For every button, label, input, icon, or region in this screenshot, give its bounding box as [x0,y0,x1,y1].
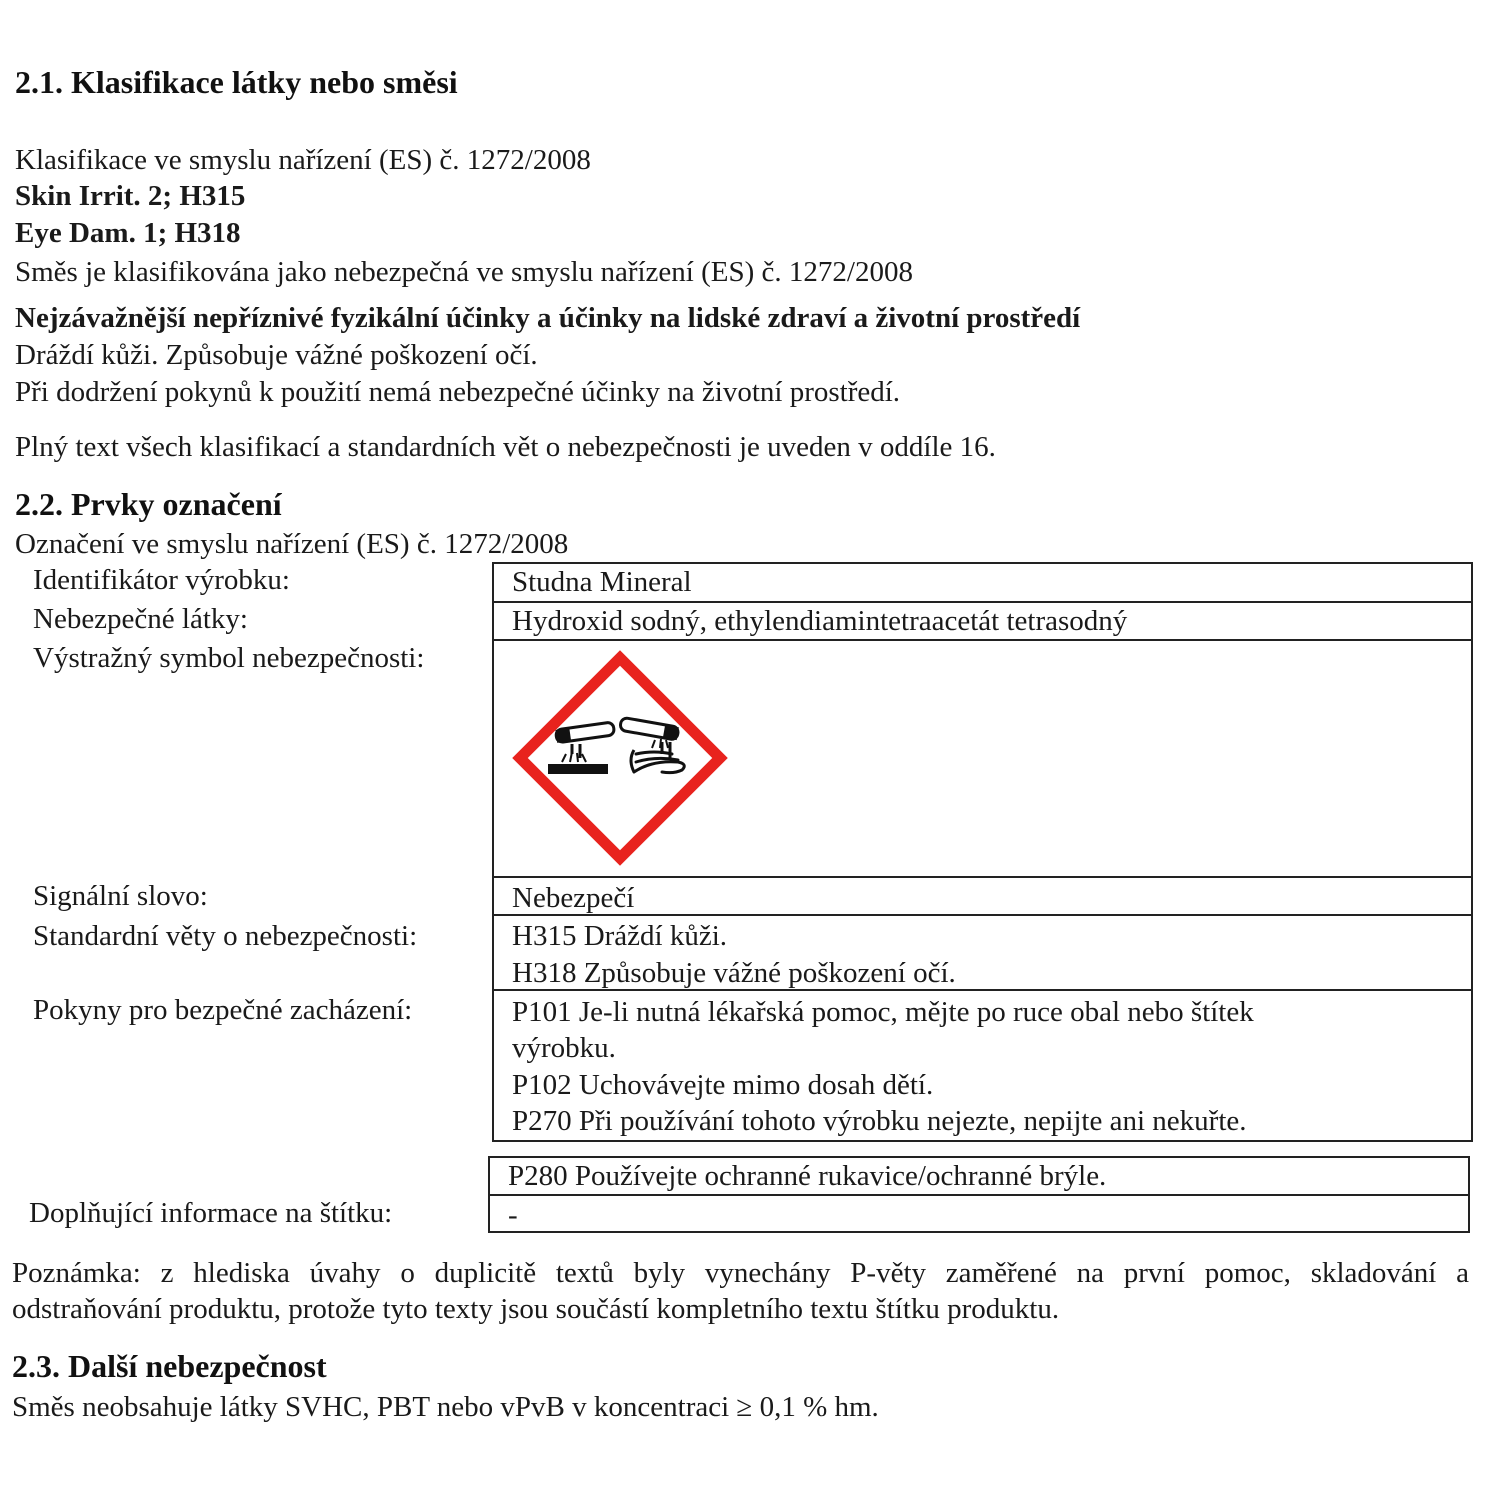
precaution-p102: P102 Uchovávejte mimo dosah dětí. [512,1069,934,1101]
corrosion-pictogram-icon [512,650,728,866]
classification-eye: Eye Dam. 1; H318 [15,217,241,249]
product-identifier-label: Identifikátor výrobku: [33,564,290,596]
row-divider [494,914,1471,916]
note-line-2: odstraňování produktu, protože tyto texty jsou součástí kompletního textu štítku produktu. [12,1293,1060,1325]
row-divider [494,876,1471,878]
svhc-statement: Směs neobsahuje látky SVHC, PBT nebo vPvB v koncentraci ≥ 0,1 % hm. [12,1391,879,1423]
hazardous-substances-value: Hydroxid sodný, ethylendiamintetraacetát tetrasodný [512,605,1128,637]
hazard-statements-label: Standardní věty o nebezpečnosti: [33,920,418,952]
classification-regulation-text: Klasifikace ve smyslu nařízení (ES) č. 1272/2008 [15,144,591,176]
labelling-subtitle: Označení ve smyslu nařízení (ES) č. 1272/2008 [15,528,569,560]
section-2-1-heading: 2.1. Klasifikace látky nebo směsi [15,64,458,100]
effects-health: Dráždí kůži. Způsobuje vážné poškození očí. [15,339,538,371]
hazard-symbol-label: Výstražný symbol nebezpečnosti: [33,642,425,674]
row-divider [490,1194,1468,1196]
supplementary-info-value: - [508,1199,518,1231]
precaution-p101: P101 Je-li nutná lékařská pomoc, mějte po ruce obal nebo štítek [512,996,1254,1028]
effects-heading: Nejzávažnější nepříznivé fyzikální účinky a účinky na lidské zdraví a životní prostředí [15,302,1081,334]
hazard-statement-h318: H318 Způsobuje vážné poškození očí. [512,957,956,989]
row-divider [494,639,1471,641]
precaution-p101-cont: výrobku. [512,1032,616,1064]
signal-word-value: Nebezpečí [512,882,635,914]
section-2-2-heading: 2.2. Prvky označení [15,486,282,522]
product-identifier-value: Studna Mineral [512,566,692,598]
precautionary-statements-label: Pokyny pro bezpečné zacházení: [33,994,413,1026]
precaution-p280: P280 Používejte ochranné rukavice/ochranné brýle. [508,1160,1107,1192]
effects-environment: Při dodržení pokynů k použití nemá nebezpečné účinky na životní prostředí. [15,376,901,408]
fulltext-reference: Plný text všech klasifikací a standardních vět o nebezpečnosti je uveden v oddíle 16. [15,431,996,463]
mixture-classified-text: Směs je klasifikována jako nebezpečná ve smyslu nařízení (ES) č. 1272/2008 [15,256,913,288]
note-line-1: Poznámka: z hlediska úvahy o duplicitě textů byly vynechány P-věty zaměřené na první pomoc, skladování a [12,1257,1469,1289]
signal-word-label: Signální slovo: [33,880,208,912]
labelling-table [492,562,1473,1142]
supplementary-table [488,1156,1470,1233]
precaution-p270: P270 Při používání tohoto výrobku nejezte, nepijte ani nekuřte. [512,1105,1247,1137]
classification-skin: Skin Irrit. 2; H315 [15,180,246,212]
section-2-3-heading: 2.3. Další nebezpečnost [12,1348,327,1384]
hazardous-substances-label: Nebezpečné látky: [33,603,248,635]
supplementary-info-label: Doplňující informace na štítku: [29,1197,393,1229]
hazard-statement-h315: H315 Dráždí kůži. [512,920,728,952]
